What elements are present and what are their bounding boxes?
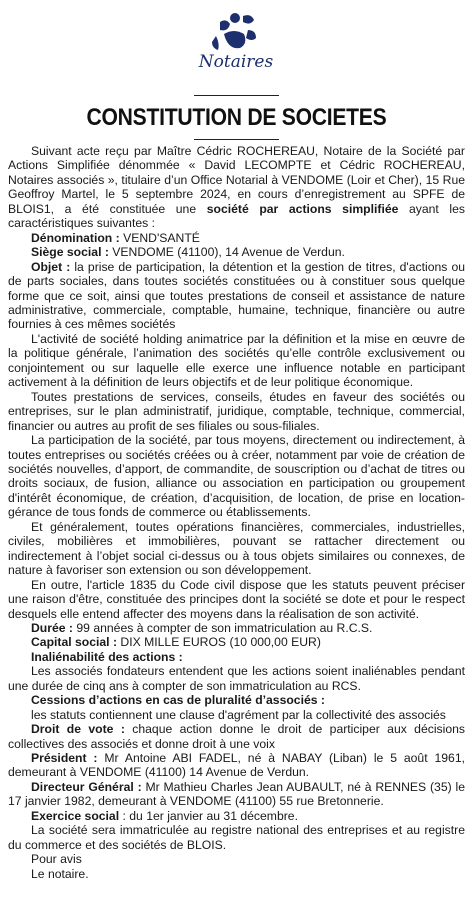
intro-paragraph: Suivant acte reçu par Maître Cédric ROCHEREAU, Notaire de la Société par Actions Simplifiée dénommée « David LECOMPTE et Cédric ROCHEREAU, Notaires associés », titulaire d’un Office Notarial à VENDOME (Loir et Cher), 15 Rue Geoffroy Martel, le 5 septembre 2024, en cours d’enregistrement au SPFE de BLOIS1, a été constituée une société par actions simplifiée ayant les caractéristiques suivantes : xyxy=(8,144,465,231)
droit-vote-paragraph: Droit de vote : chaque action donne le droit de participer aux décisions collectives des associés et donne droit à une voix xyxy=(8,722,465,751)
cessions-paragraph: les statuts contiennent une clause d'agrément par la collectivité des associés xyxy=(31,707,446,722)
participation-paragraph: La participation de la société, par tous moyens, directement ou indirectement, à toutes entreprises ou sociétés créées ou à créer, notamment par voie de création de sociétés nouvelles, d’apport, de commandite, de souscription ou d’achat de titres ou droits sociaux, de fusion, alliance ou association en participation ou groupement d'intérêt économique, de création, d’acquisition, de location, de prise en location-gérance de tous fonds de commerce ou établissements. xyxy=(8,433,465,520)
siege-line: Siège social : VENDOME (41100), 14 Avenue de Verdun. xyxy=(31,245,345,260)
title-bottom-rule xyxy=(194,139,279,140)
title-top-rule xyxy=(194,95,279,96)
president-paragraph: Président : Mr Antoine ABI FADEL, né à NABAY (Liban) le 5 août 1961, demeurant à VENDOME (41100) 14 Avenue de Verdun. xyxy=(8,751,465,780)
pour-avis-line: Pour avis xyxy=(31,852,82,867)
duree-line: Durée : 99 années à compter de son immatriculation au R.C.S. xyxy=(31,620,373,635)
inalienabilite-heading: Inaliénabilité des actions : xyxy=(31,649,183,664)
directeur-general-paragraph: Directeur Général : Mr Mathieu Charles Jean AUBAULT, né à RENNES (35) le 17 janvier 1982, demeurant à VENDOME (41100) 55 rue Bretonnerie. xyxy=(8,779,465,809)
holding-paragraph: L'activité de société holding animatrice par la définition et la mise en œuvre de la politique générale, l’animation des sociétés qu’elle contrôle exclusivement ou conjointement ou sur laquelle elle exerce une influence notable en participant activement à la définition de leurs objectifs et de leur politique économique. xyxy=(8,331,465,390)
capital-line: Capital social : DIX MILLE EUROS (10 000,00 EUR) xyxy=(31,635,321,650)
exercice-social-line: Exercice social : du 1er janvier au 31 décembre. xyxy=(31,808,298,823)
immatriculation-paragraph: La société sera immatriculée au registre national des entreprises et au registre du commerce et des sociétés de BLOIS. xyxy=(8,823,465,852)
notice-body xyxy=(8,144,465,881)
article-1835-paragraph: En outre, l'article 1835 du Code civil dispose que les statuts peuvent préciser une raison d'être, constituée des principes dont la société se dote et pour le respect desquels elle entend affecter des moyens dans la réalisation de son activité. xyxy=(8,577,465,621)
notaires-logo-text: Notaires xyxy=(198,52,274,72)
cessions-heading: Cessions d’actions en cas de pluralité d’associés : xyxy=(31,693,325,708)
prestations-paragraph: Toutes prestations de services, conseils, études en faveur des sociétés ou entreprises, sur le plan administratif, juridique, comptable, technique, commercial, financier ou autres au profit de ses filiales ou sous-filiales. xyxy=(8,389,465,433)
inalienabilite-paragraph: Les associés fondateurs entendent que les actions soient inaliénables pendant une durée de cinq ans à compter de son immatriculation au RCS. xyxy=(8,664,465,693)
notice-title: CONSTITUTION DE SOCIETES xyxy=(86,104,387,131)
general-paragraph: Et généralement, toutes opérations financières, commerciales, industrielles, civiles, mobilières et immobilières, pouvant se rattacher directement ou indirectement à l’objet social ci-dessus ou à tous objets similaires ou connexes, de nature à favoriser son extension ou son développement. xyxy=(8,519,465,578)
objet-paragraph: Objet : la prise de participation, la détention et la gestion de titres, d'actions ou de parts sociales, dans toutes sociétés constituées ou à constituer sous quelque forme que ce soit, ainsi que toutes prestations de conseil et assistance de nature administrative, commerciale, comptable, humaine, technique, financière ou autre fournies à ces mêmes sociétés xyxy=(8,259,465,332)
signature-line: Le notaire. xyxy=(31,866,89,881)
denomination-line: Dénomination : VEND'SANTÉ xyxy=(31,230,200,245)
